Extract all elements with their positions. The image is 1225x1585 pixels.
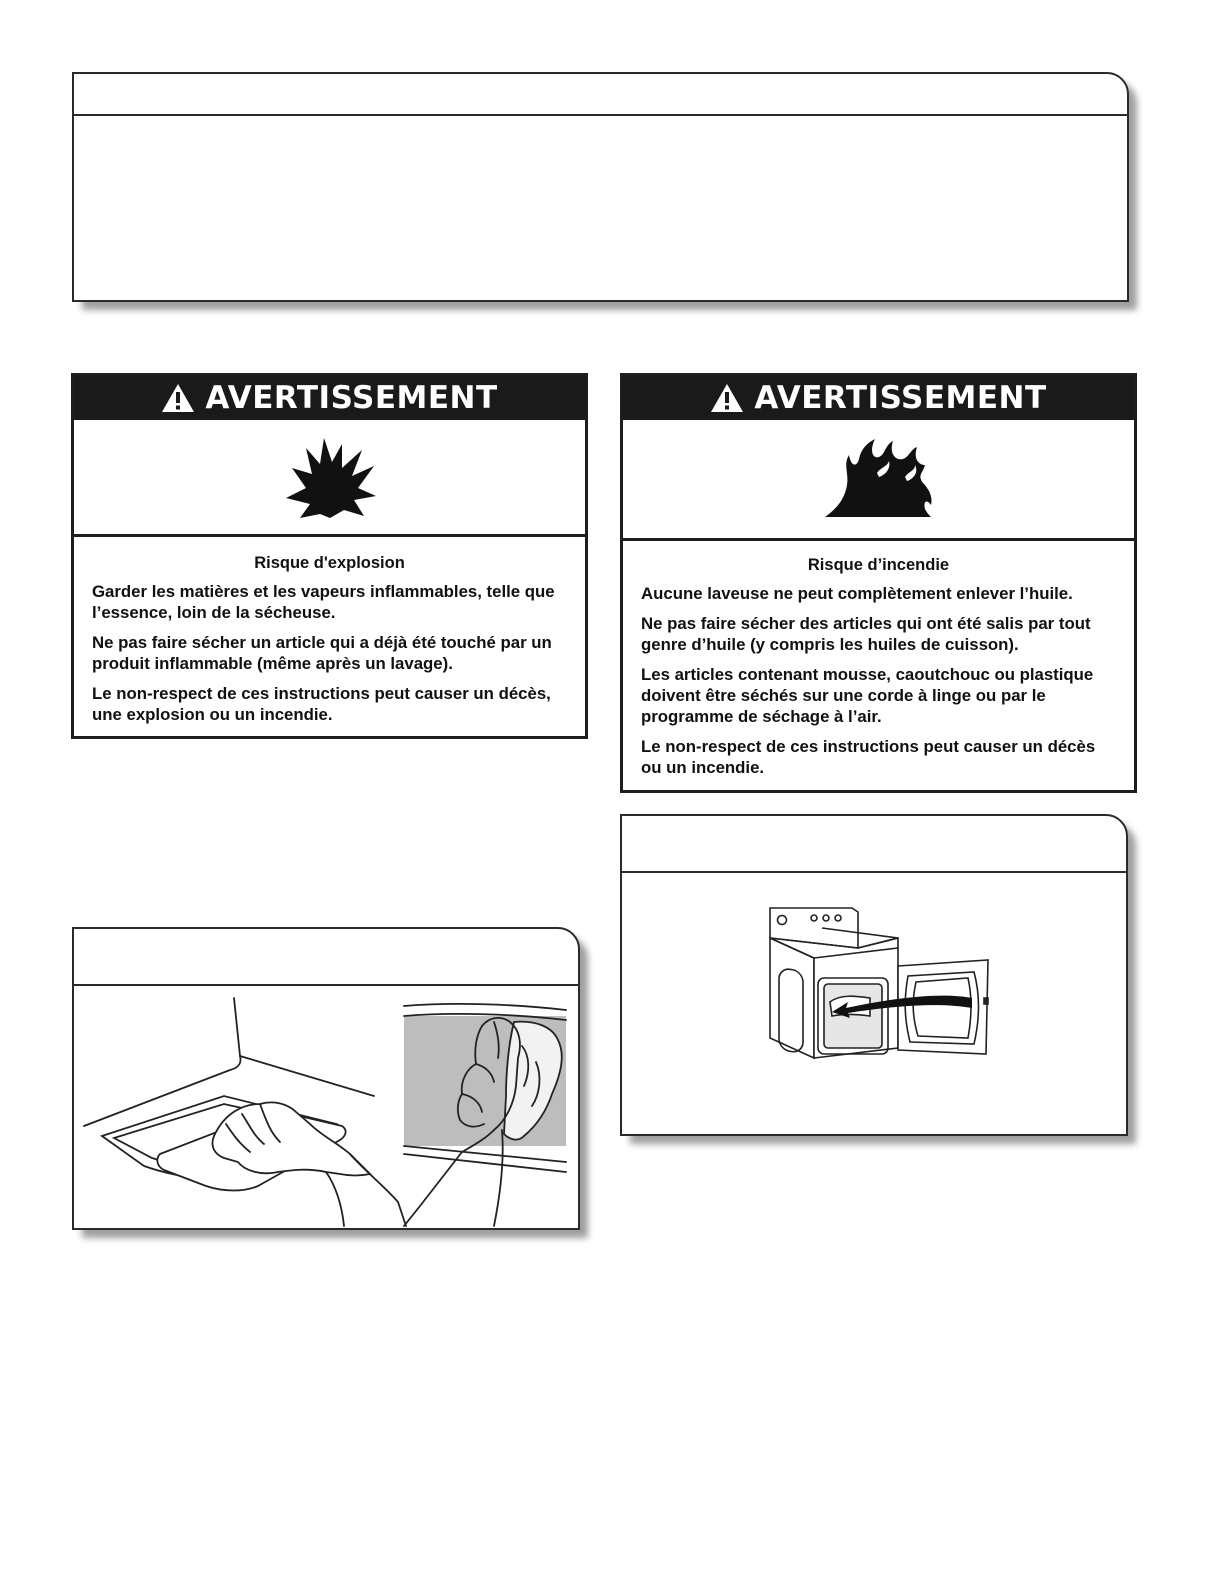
fire-warning-text [623,550,1134,790]
top-panel-body [74,116,1127,300]
warning-banner-title: AVERTISSEMENT [754,380,1047,416]
warning-heading: Risque d’incendie [807,556,950,574]
warning-heading: Risque d'explosion [254,554,405,572]
lint-panel-body [74,986,578,1228]
explosion-symbol-area [74,420,585,537]
top-panel-header [74,74,1127,116]
explosion-icon [280,434,380,520]
dryer-panel-header [622,816,1126,873]
warning-banner [74,376,585,420]
top-info-panel [72,72,1129,302]
warning-triangle-icon [710,383,744,413]
fire-warning-box [620,373,1137,793]
lint-screen-panel [72,927,580,1230]
dryer-panel-body [622,873,1126,1134]
dryer-door-panel [620,814,1128,1136]
explosion-warning-box [71,373,588,739]
warning-banner-title: AVERTISSEMENT [205,380,498,416]
explosion-warning-text [74,546,585,736]
fire-symbol-area [623,420,1134,541]
warning-triangle-icon [161,383,195,413]
warning-line: Le non-respect de ces instructions peut causer un décès, une explosion ou un incendie. [92,684,551,724]
warning-banner [623,376,1134,420]
warning-line: Le non-respect de ces instructions peut causer un décès ou un incendie. [641,737,1096,777]
warning-line: Ne pas faire sécher un article qui a déjà été touché par un produit inflammable (même après un lavage). [92,633,552,673]
warning-line: Ne pas faire sécher des articles qui ont été salis par tout genre d’huile (y compris les huiles de cuisson). [641,614,1091,654]
dryer-open-door-illustration [752,898,1002,1088]
warning-line: Garder les matières et les vapeurs inflammables, telle que l’essence, loin de la sécheuse. [92,582,555,622]
lint-screen-cleaning-illustration [74,986,578,1229]
fire-icon [819,437,939,521]
warning-line: Les articles contenant mousse, caoutchouc ou plastique doivent être séchés sur une corde à linge ou par le programme de séchage à l’air. [641,665,1094,726]
warning-line: Aucune laveuse ne peut complètement enlever l’huile. [641,584,1073,603]
lint-panel-header [74,929,578,986]
